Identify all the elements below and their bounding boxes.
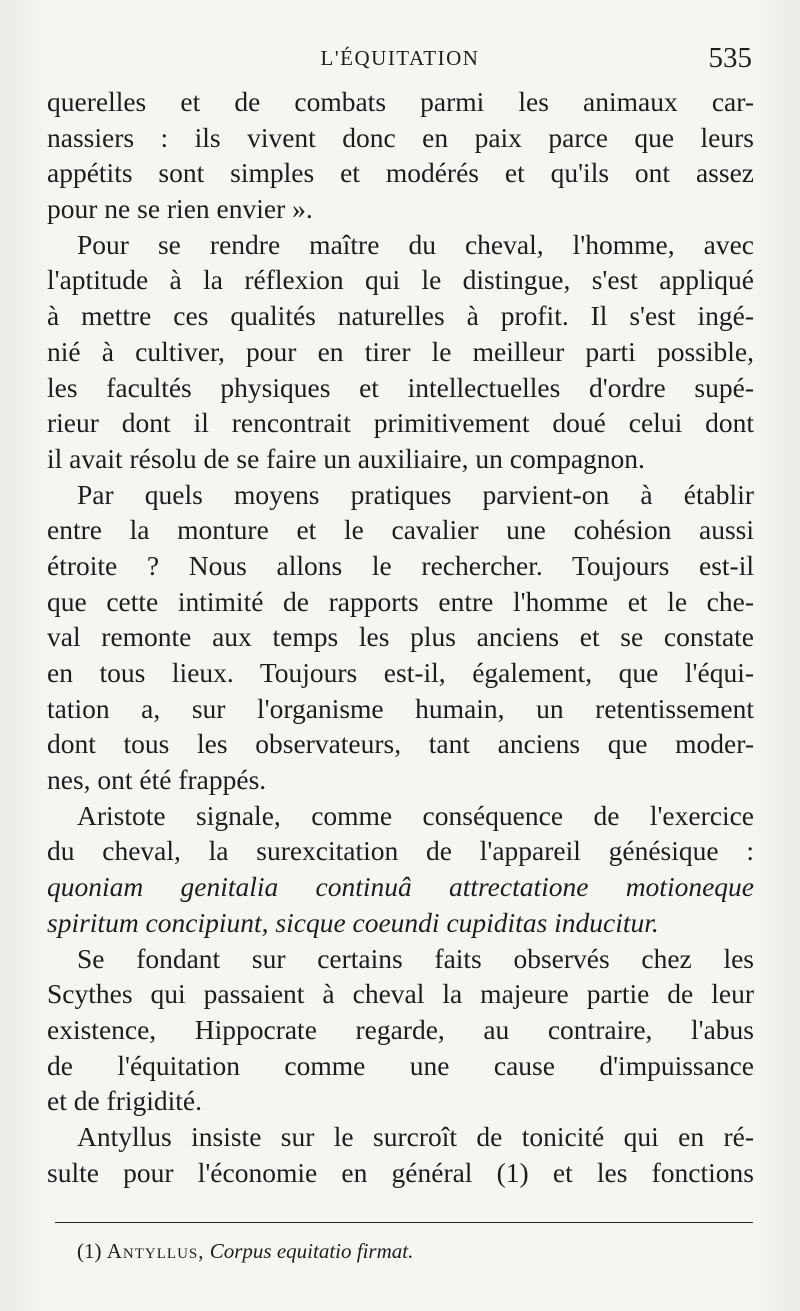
body-text bbox=[47, 84, 754, 1190]
page-number: 535 bbox=[708, 42, 752, 74]
text-line: l'aptitude à la réflexion qui le distingue, s'est appliqué bbox=[47, 264, 754, 296]
running-title: L'ÉQUITATION bbox=[320, 46, 480, 70]
text-line: et de frigidité. bbox=[47, 1085, 203, 1117]
text-line: du cheval, la surexcitation de l'appareil génésique : bbox=[47, 835, 754, 867]
text-line: Se fondant sur certains faits observés chez les bbox=[77, 942, 754, 974]
text-line: à mettre ces qualités naturelles à profit. Il s'est ingé- bbox=[47, 300, 754, 332]
text-line: nassiers : ils vivent donc en paix parce que leurs bbox=[47, 121, 754, 153]
text-line: tation a, sur l'organisme humain, un retentissement bbox=[47, 692, 754, 724]
footnote-rule bbox=[55, 1222, 753, 1223]
footnote-author: Antyllus, bbox=[106, 1239, 205, 1263]
text-line: sulte pour l'économie en général (1) et les fonctions bbox=[47, 1156, 754, 1188]
text-line: pour ne se rien envier ». bbox=[47, 193, 313, 225]
text-line: les facultés physiques et intellectuelles d'ordre supé- bbox=[47, 371, 754, 403]
text-line: en tous lieux. Toujours est-il, également, que l'équi- bbox=[47, 657, 754, 688]
text-line: Aristote signale, comme conséquence de l'exercice bbox=[77, 799, 754, 831]
text-line: entre la monture et le cavalier une cohésion aussi bbox=[47, 514, 754, 546]
text-line: Pour se rendre maître du cheval, l'homme, avec bbox=[77, 228, 754, 260]
text-line: de l'équitation comme une cause d'impuissance bbox=[47, 1049, 754, 1081]
text-line: nié à cultiver, pour en tirer le meilleur parti possible, bbox=[47, 335, 754, 367]
text-line: que cette intimité de rapports entre l'homme et le che- bbox=[47, 585, 754, 617]
text-line: spiritum concipiunt, sicque coeundi cupiditas inducitur. bbox=[47, 906, 659, 938]
text-line: Antyllus insiste sur le surcroît de tonicité qui en ré- bbox=[77, 1120, 754, 1152]
text-line: existence, Hippocrate regarde, au contraire, l'abus bbox=[47, 1013, 754, 1045]
text-line: étroite ? Nous allons le rechercher. Toujours est-il bbox=[47, 549, 754, 581]
text-line: Scythes qui passaient à cheval la majeure partie de leur bbox=[47, 978, 754, 1010]
text-line: appétits sont simples et modérés et qu'ils ont assez bbox=[47, 157, 754, 189]
text-line: Par quels moyens pratiques parvient-on à établir bbox=[77, 478, 754, 510]
text-line: rieur dont il rencontrait primitivement doué celui dont bbox=[47, 407, 754, 439]
running-head bbox=[0, 42, 800, 78]
text-line: il avait résolu de se faire un auxiliaire, un compagnon. bbox=[47, 442, 645, 474]
text-line: quoniam genitalia continuâ attrectatione motioneque bbox=[47, 871, 754, 903]
text-line: nes, ont été frappés. bbox=[47, 764, 267, 796]
text-line: val remonte aux temps les plus anciens et se constate bbox=[47, 621, 754, 653]
text-line: querelles et de combats parmi les animaux car- bbox=[47, 86, 754, 117]
footnote bbox=[77, 1237, 757, 1265]
footnote-marker: (1) bbox=[77, 1239, 102, 1263]
footnote-title: Corpus equitatio firmat. bbox=[209, 1239, 414, 1263]
text-line: dont tous les observateurs, tant anciens que moder- bbox=[47, 728, 754, 760]
